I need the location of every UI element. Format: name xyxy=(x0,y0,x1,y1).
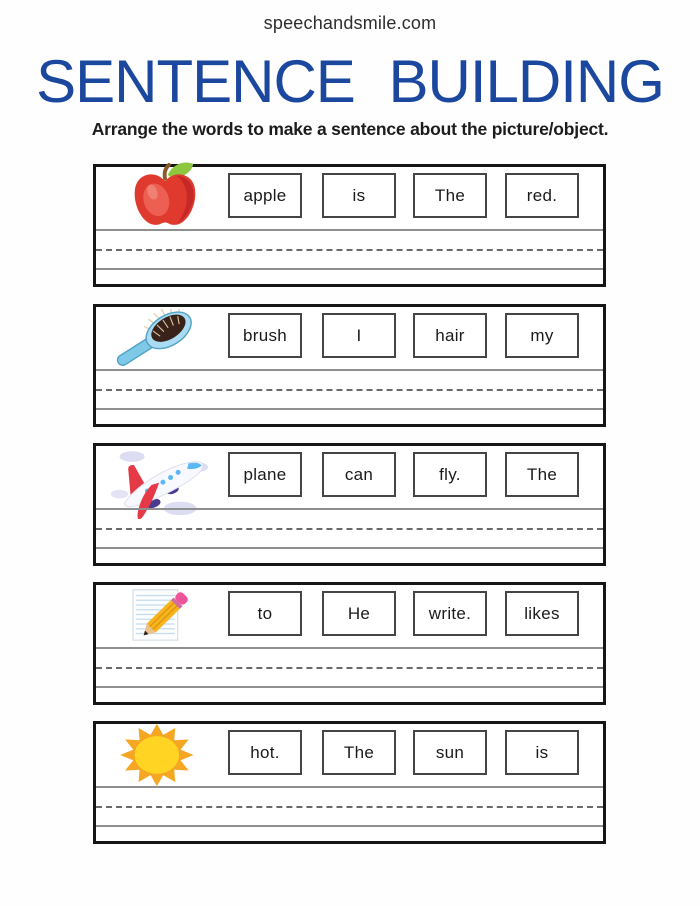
word-card-label: The xyxy=(526,464,558,484)
sentence-row-hairbrush xyxy=(93,304,606,427)
word-card-label: fly. xyxy=(439,464,461,484)
word-card-label: is xyxy=(352,185,366,205)
sentence-row-airplane xyxy=(93,443,606,566)
writing-line-bottom xyxy=(96,686,603,688)
word-card xyxy=(322,313,396,358)
word-card-label: hot. xyxy=(250,742,280,762)
word-card-label: can xyxy=(344,464,374,484)
sentence-row-pencil xyxy=(93,582,606,705)
site-label: speechandsmile.com xyxy=(263,13,437,33)
writing-line-top xyxy=(96,647,603,649)
pencil-paper-icon xyxy=(132,586,204,643)
word-card xyxy=(413,591,487,636)
word-card xyxy=(505,173,579,218)
word-card-label: I xyxy=(356,325,362,345)
instructions-text: Arrange the words to make a sentence about the picture/object. xyxy=(91,119,609,139)
word-card-label: He xyxy=(347,603,371,623)
word-card xyxy=(228,173,302,218)
word-card-label: hair xyxy=(435,325,465,345)
sentence-row-apple xyxy=(93,164,606,287)
writing-line-top xyxy=(96,229,603,231)
word-card-label: brush xyxy=(242,325,288,345)
word-card xyxy=(228,452,302,497)
writing-line-top xyxy=(96,369,603,371)
word-card xyxy=(413,730,487,775)
hairbrush-icon xyxy=(111,309,199,369)
word-card xyxy=(413,173,487,218)
word-card-label: write. xyxy=(428,603,472,623)
word-card xyxy=(505,730,579,775)
word-card xyxy=(505,591,579,636)
word-card xyxy=(228,730,302,775)
word-card xyxy=(322,591,396,636)
sun-icon xyxy=(118,722,198,788)
writing-line-bottom xyxy=(96,268,603,270)
word-card xyxy=(228,591,302,636)
writing-line-middle xyxy=(96,806,603,808)
word-card xyxy=(505,452,579,497)
writing-line-bottom xyxy=(96,547,603,549)
page-title: SENTENCE BUILDING xyxy=(36,48,664,115)
writing-line-middle xyxy=(96,389,603,391)
word-card xyxy=(505,313,579,358)
word-card-label: sun xyxy=(435,742,465,762)
word-card-label: is xyxy=(535,742,549,762)
word-card-label: The xyxy=(343,742,375,762)
writing-line-middle xyxy=(96,667,603,669)
word-card-label: to xyxy=(257,603,273,623)
apple-icon xyxy=(132,161,198,229)
writing-line-bottom xyxy=(96,825,603,827)
writing-line-middle xyxy=(96,528,603,530)
word-card-label: plane xyxy=(243,464,287,484)
writing-line-top xyxy=(96,786,603,788)
word-card-label: my xyxy=(530,325,554,345)
word-card xyxy=(413,452,487,497)
word-card-label: The xyxy=(434,185,466,205)
word-card-label: red. xyxy=(526,185,558,205)
word-card xyxy=(322,173,396,218)
word-card xyxy=(322,730,396,775)
word-card xyxy=(322,452,396,497)
word-card xyxy=(228,313,302,358)
writing-line-top xyxy=(96,508,603,510)
sentence-row-sun xyxy=(93,721,606,844)
word-card-label: likes xyxy=(524,603,560,623)
word-card-label: apple xyxy=(243,185,287,205)
word-card xyxy=(413,313,487,358)
writing-line-middle xyxy=(96,249,603,251)
writing-line-bottom xyxy=(96,408,603,410)
